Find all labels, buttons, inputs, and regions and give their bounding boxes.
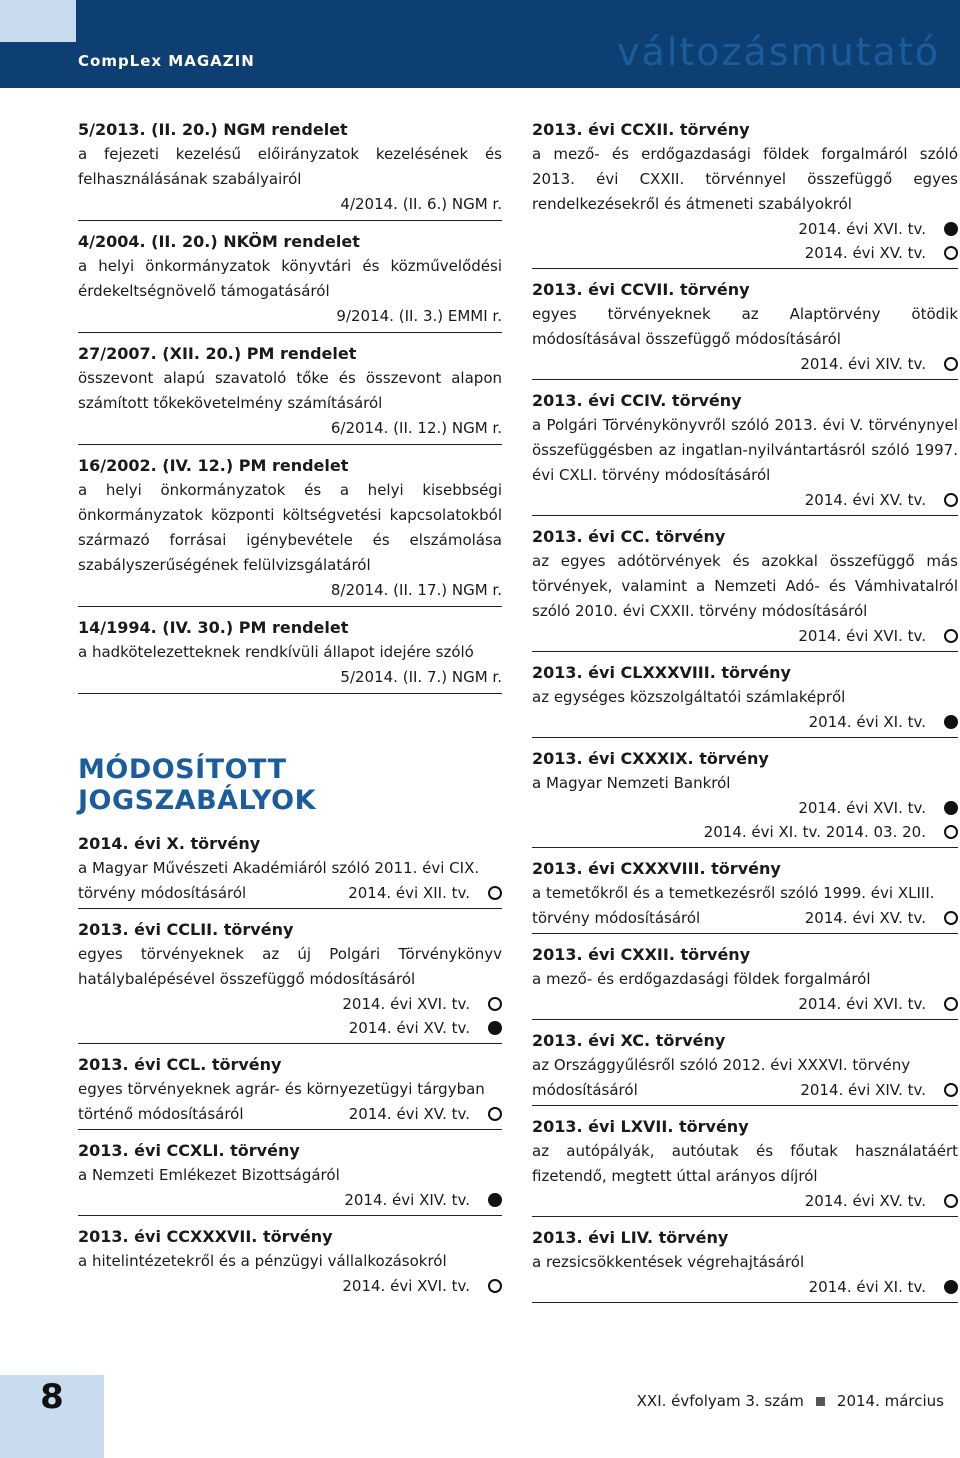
entry (532, 747, 958, 848)
entry-title: 2013. évi CCXLI. törvény (78, 1141, 300, 1160)
filled-circle-icon (944, 801, 958, 815)
amending-act: 2014. évi XVI. tv. (798, 995, 926, 1013)
amending-act: 2014. évi XV. tv. (804, 909, 926, 927)
entry-text: az egyes adótörvények és azokkal összefüggő más törvények, valamint a Nemzeti Adó- és Vámhivatalról szóló 2010. évi CXXII. törvény módosításáról (532, 552, 958, 620)
footer-issue (637, 1392, 944, 1410)
entry-ref-row (532, 1189, 958, 1213)
open-circle-icon (488, 997, 502, 1011)
entry-ref-row (532, 710, 958, 734)
entry-title: 2013. évi CXXII. törvény (532, 945, 751, 964)
entry-text: a hitelintézetekről és a pénzügyi vállalkozásokról (78, 1252, 447, 1270)
amending-act: 2014. évi XIV. tv. (800, 355, 926, 373)
open-circle-icon (944, 911, 958, 925)
entry-text: a helyi önkormányzatok és a helyi kisebbségi önkormányzatok központi költségvetési kapcsolatokból származó forrásai igénybevétele és elszámolása szabályszerűségének felülvizsgálatáról (78, 481, 502, 574)
entry (78, 1053, 502, 1130)
entry-ref: 8/2014. (II. 17.) NGM r. (330, 581, 502, 599)
entry (532, 389, 958, 516)
page-header (0, 0, 960, 88)
entry-ref-row (78, 1102, 502, 1126)
entry-title: 2013. évi CCLII. törvény (78, 920, 294, 939)
open-circle-icon (944, 357, 958, 371)
entry-ref-row (532, 796, 958, 820)
entry (532, 118, 958, 269)
entry-title: 2013. évi CCXXXVII. törvény (78, 1227, 333, 1246)
entry-title: 27/2007. (XII. 20.) PM rendelet (78, 344, 357, 363)
entry-title: 16/2002. (IV. 12.) PM rendelet (78, 456, 349, 475)
filled-circle-icon (488, 1021, 502, 1035)
entry-title: 2013. évi LXVII. törvény (532, 1117, 749, 1136)
entry-text: a Nemzeti Emlékezet Bizottságáról (78, 1166, 340, 1184)
footer-date: 2014. március (836, 1392, 944, 1410)
amending-act: 2014. évi XV. tv. (804, 244, 926, 262)
separator-square-icon (816, 1397, 825, 1406)
entry-ref-row (532, 820, 958, 844)
entry-text: a Polgári Törvénykönyvről szóló 2013. évi V. törvénynyel összefüggésben az ingatlan-nyilvántartásról szóló 1997. évi CXLI. törvény módosításáról (532, 416, 958, 484)
entry-ref-row (532, 217, 958, 241)
amending-act: 2014. évi XV. tv. (804, 491, 926, 509)
entry-text-tail: törvény módosításáról (78, 884, 247, 902)
entry-ref-row (532, 241, 958, 265)
entry-text: összevont alapú szavatoló tőke és összevont alapon számított tőkekövetelmény számításáról (78, 369, 502, 412)
amending-act: 2014. évi XIV. tv. (344, 1191, 470, 1209)
entry-ref-row (78, 881, 502, 905)
footer-volume: XXI. évfolyam 3. szám (636, 1392, 804, 1410)
entry-title: 2013. évi XC. törvény (532, 1031, 726, 1050)
amending-act: 2014. évi XIV. tv. (800, 1081, 926, 1099)
amending-act: 2014. évi XV. tv. (804, 1192, 926, 1210)
page-number: 8 (40, 1377, 64, 1417)
entry-ref: 6/2014. (II. 12.) NGM r. (330, 419, 502, 437)
entry-text: a rezsicsökkentések végrehajtásáról (532, 1253, 805, 1271)
entry (532, 857, 958, 934)
entry (532, 1115, 958, 1217)
entry-ref: 4/2014. (II. 6.) NGM r. (340, 195, 502, 213)
entry (78, 918, 502, 1044)
entry (78, 1225, 502, 1301)
amending-act: 2014. évi XVI. tv. (798, 627, 926, 645)
entry-ref-row (532, 906, 958, 930)
open-circle-icon (488, 886, 502, 900)
amending-act: 2014. évi XI. tv. (808, 713, 926, 731)
entry-text: egyes törvényeknek agrár- és környezetügyi tárgyban (78, 1080, 485, 1098)
entry-title: 2013. évi CCXII. törvény (532, 120, 750, 139)
filled-circle-icon (944, 715, 958, 729)
entry (532, 943, 958, 1020)
amending-act: 2014. évi XV. tv. (348, 1019, 470, 1037)
open-circle-icon (944, 825, 958, 839)
entry-text: a temetőkről és a temetkezésről szóló 1999. évi XLIII. (532, 884, 935, 902)
left-column (78, 118, 502, 1310)
entry-title: 2013. évi CCL. törvény (78, 1055, 282, 1074)
entry-text: a mező- és erdőgazdasági földek forgalmáról (532, 970, 871, 988)
entry-text: a mező- és erdőgazdasági földek forgalmáról szóló 2013. évi CXXII. törvénnyel összefüggő egyes rendelkezésekről és átmeneti szabályokról (532, 145, 958, 213)
entry-ref-row (532, 624, 958, 648)
entry-ref-row (532, 1275, 958, 1299)
amending-act: 2014. évi XI. tv. 2014. 03. 20. (703, 823, 926, 841)
filled-circle-icon (488, 1193, 502, 1207)
header-tab (0, 0, 76, 42)
entry-text: egyes törvényeknek az új Polgári Törvénykönyv hatálybalépésével összefüggő módosításáról (78, 945, 502, 988)
entry (532, 278, 958, 380)
entry-title: 5/2013. (II. 20.) NGM rendelet (78, 120, 348, 139)
amending-act: 2014. évi XVI. tv. (798, 799, 926, 817)
open-circle-icon (944, 629, 958, 643)
entry-title: 2013. évi CXXXIX. törvény (532, 749, 769, 768)
entry-text-tail: módosításáról (532, 1081, 638, 1099)
entry (532, 1226, 958, 1303)
entry-ref-row (532, 992, 958, 1016)
entry-text: a Magyar Művészeti Akadémiáról szóló 2011. évi CIX. (78, 859, 480, 877)
entry-ref-row (78, 1016, 502, 1040)
open-circle-icon (944, 1083, 958, 1097)
entry (78, 1139, 502, 1216)
entry-text: a Magyar Nemzeti Bankról (532, 774, 731, 792)
entry (532, 661, 958, 738)
entry-text-tail: törvény módosításáról (532, 909, 701, 927)
entry-title: 2013. évi CCIV. törvény (532, 391, 742, 410)
entry (78, 832, 502, 909)
open-circle-icon (944, 493, 958, 507)
amending-act: 2014. évi XII. tv. (348, 884, 470, 902)
open-circle-icon (488, 1107, 502, 1121)
entry-text: egyes törvényeknek az Alaptörvény ötödik módosításával összefüggő módosításáról (532, 305, 958, 348)
amending-act: 2014. évi XVI. tv. (342, 1277, 470, 1295)
entry (78, 230, 502, 333)
entry (78, 118, 502, 221)
amending-act: 2014. évi XV. tv. (348, 1105, 470, 1123)
entry-title: 2013. évi LIV. törvény (532, 1228, 729, 1247)
entry (78, 342, 502, 445)
entry-title: 14/1994. (IV. 30.) PM rendelet (78, 618, 349, 637)
entry-text: a fejezeti kezelésű előirányzatok kezelésének és felhasználásának szabályairól (78, 145, 502, 188)
entry-text: a helyi önkormányzatok könyvtári és közművelődési érdekeltségnövelő támogatásáról (78, 257, 502, 300)
entry-ref-row (78, 1188, 502, 1212)
amending-act: 2014. évi XVI. tv. (342, 995, 470, 1013)
amending-act: 2014. évi XI. tv. (808, 1278, 926, 1296)
open-circle-icon (944, 1194, 958, 1208)
entry-ref-row (78, 1274, 502, 1298)
entry-ref-row (532, 488, 958, 512)
entry-text: az egységes közszolgáltatói számlaképről (532, 688, 846, 706)
section-heading: MÓDOSÍTOTT JOGSZABÁLYOK (78, 754, 317, 816)
open-circle-icon (488, 1279, 502, 1293)
section-name: változásmutató (617, 30, 940, 74)
entry (78, 616, 502, 694)
entry-ref-row (78, 992, 502, 1016)
entry-title: 2013. évi CXXXVIII. törvény (532, 859, 781, 878)
entry (78, 454, 502, 607)
entry-text: az Országgyűlésről szóló 2012. évi XXXVI. törvény (532, 1056, 911, 1074)
entry-text-tail: történő módosításáról (78, 1105, 244, 1123)
entry-title: 2013. évi CCVII. törvény (532, 280, 750, 299)
entry-ref-row (532, 352, 958, 376)
entry-ref-row (532, 1078, 958, 1102)
entry-title: 2014. évi X. törvény (78, 834, 261, 853)
entry (532, 525, 958, 652)
open-circle-icon (944, 246, 958, 260)
entry-title: 4/2004. (II. 20.) NKÖM rendelet (78, 232, 360, 251)
entry-title: 2013. évi CC. törvény (532, 527, 726, 546)
amending-act: 2014. évi XVI. tv. (798, 220, 926, 238)
entry-text: az autópályák, autóutak és főutak használatáért fizetendő, megtett úttal arányos díjról (532, 1142, 958, 1185)
entry-ref: 5/2014. (II. 7.) NGM r. (340, 668, 502, 686)
filled-circle-icon (944, 222, 958, 236)
entry-text: a hadkötelezetteknek rendkívüli állapot idejére szóló (78, 643, 474, 661)
entry-ref: 9/2014. (II. 3.) EMMI r. (336, 307, 502, 325)
filled-circle-icon (944, 1280, 958, 1294)
right-column (532, 118, 958, 1312)
open-circle-icon (944, 997, 958, 1011)
magazine-name: CompLex MAGAZIN (78, 52, 255, 70)
entry-title: 2013. évi CLXXXVIII. törvény (532, 663, 791, 682)
entry (532, 1029, 958, 1106)
